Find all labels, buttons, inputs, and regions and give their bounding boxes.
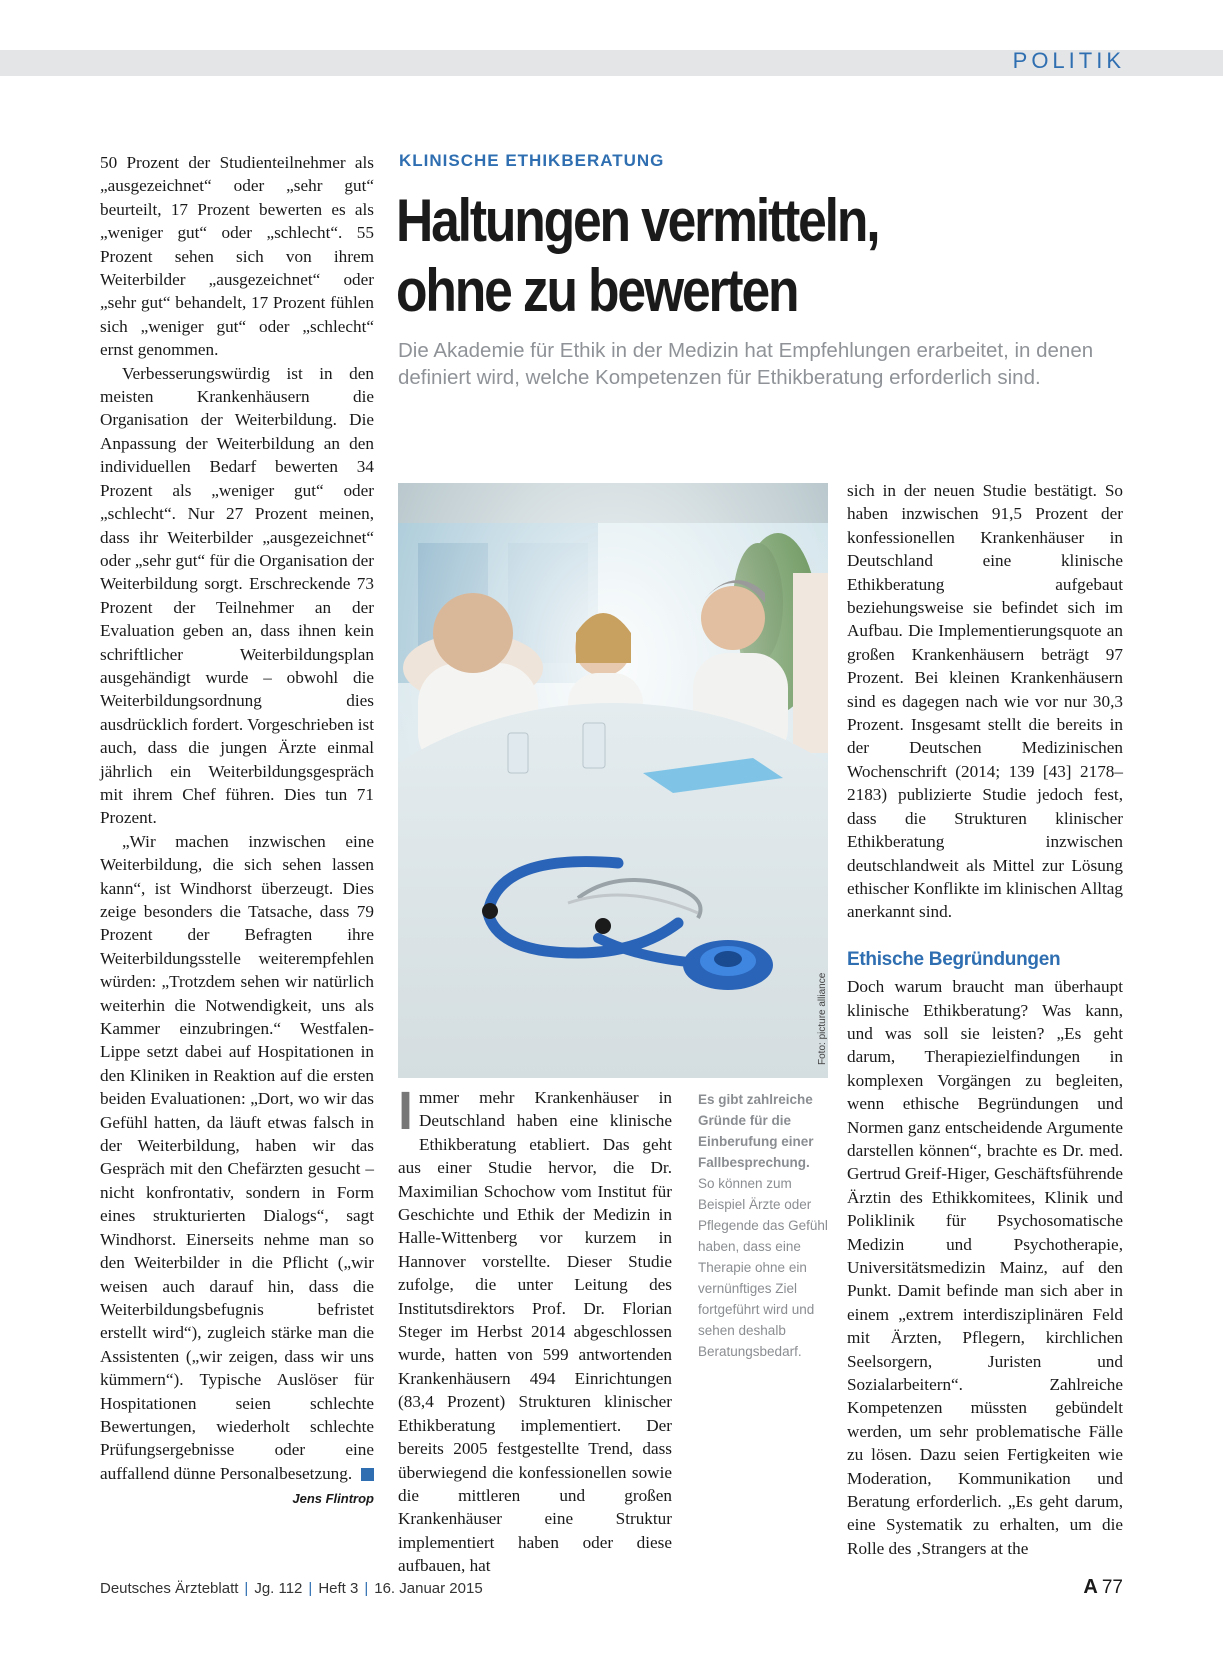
caption-text: So können zum Beispiel Ärzte oder Pflegende das Gefühl haben, dass eine Therapie ohne ein vernünftiges Ziel fortgeführt wird und sehen deshalb Beratungsbedarf. — [698, 1176, 828, 1359]
article-paragraph: Doch warum braucht man überhaupt klinische Ethikberatung? Was kann, und was soll sie leisten? „Es geht darum, Therapiezielfindungen in komplexen Vorgängen zu begleiten, wenn ethische Begründungen und Normen ganz entscheidende Argumente darstellen können“, brachte es Dr. med. Gertrud Greif-Higer, Geschäftsführende Ärztin des Ethikkomitees, Klinik und Poliklinik für Psychosomatische Medizin und Psychotherapie, Universitätsmedizin Mainz, auf den Punkt. Damit befinde man sich aber in einem „extrem interdisziplinären Feld mit Ärzten, Pflegern, kirchlichen Seelsorgern, Juristen und Sozialarbeitern“. Zahlreiche Kompetenzen müssten gebündelt werden, um sehr problematische Fälle zu lösen. Dazu seien Fertigkeiten wie Moderation, Kommunikation und Beratung erforderlich. „Es geht darum, eine Systematik zu erhalten, um die Rolle des ‚Strangers at the — [847, 977, 1123, 1558]
page-number — [1083, 1576, 1123, 1599]
article-kicker: KLINISCHE ETHIKBERATUNG — [399, 151, 665, 170]
previous-article-paragraph: 50 Prozent der Studienteilnehmer als „ausgezeichnet“ oder „sehr gut“ beurteilt, 17 Prozent bewerten es als „weniger gut“ oder „schlecht“. 55 Prozent sehen sich von ihrem Weiterbilder „ausgezeichnet“ oder „sehr gut“ behandelt, 17 Prozent fühlen sich „weniger gut“ oder „schlecht“ ernst genommen. — [100, 153, 374, 360]
journal-name: Deutsches Ärzteblatt — [100, 1580, 239, 1597]
photo-credit: Foto: picture alliance — [817, 972, 828, 1065]
previous-article-paragraph: Verbesserungswürdig ist in den meisten Krankenhäusern die Organisation der Weiterbildung. Die Anpassung der Weiterbildung an den individuellen Bedarf bewerten 34 Prozent als „weniger gut“ oder „schlecht“. Nur 27 Prozent meinen, dass ihr Weiterbilder „ausgezeichnet“ oder „sehr gut“ für die Organisation der Weiterbildung sorgt. Erschreckende 73 Prozent der Teilnehmer an der Evaluation geben an, dass ihnen kein schriftlicher Weiterbildungsplan ausgehändigt wurde – obwohl die Weiterbildungsordnung dies ausdrücklich fordert. Vorgeschrieben ist auch, dass die jungen Ärzte einmal jährlich ein Weiterbildungsgespräch mit ihrem Chef führen. Dies tun 71 Prozent. — [100, 363, 374, 828]
article-column-1 — [398, 1081, 672, 1578]
article-intro-paragraph — [398, 1081, 672, 1578]
article-body-text: mmer mehr Krankenhäuser in Deutschland haben eine klinische Ethikberatung etabliert. Das geht aus einer Studie hervor, die Dr. Maximilian Schochow vom Institut für Geschichte und Ethik der Medizin in Halle-Wittenberg vor kurzem in Hannover vorstellte. Dieser Studie zufolge, die unter Leitung des Institutsdirektors Prof. Dr. Florian Steger im Herbst 2014 abgeschlossen wurde, hatten von 599 antwortenden Krankenhäusern 494 Einrichtungen (83,4 Prozent) Strukturen klinischer Ethikberatung implementiert. Der bereits 2005 festgestellte Trend, dass überwiegend die konfessionellen sowie die mittleren und großen Krankenhäuser eine Struktur implementiert haben oder diese aufbauen, hat — [398, 1088, 672, 1576]
footer-separator: | — [244, 1580, 249, 1597]
page-prefix: A — [1083, 1576, 1098, 1598]
headline-line-1: Haltungen vermitteln, — [396, 187, 879, 254]
footer-separator: | — [308, 1580, 313, 1597]
page-footer — [100, 1580, 483, 1597]
footer-separator: | — [364, 1580, 369, 1597]
caption-heading: Es gibt zahlreiche Gründe für die Einberufung einer Fallbesprechung. — [698, 1092, 814, 1170]
article-headline — [396, 186, 1050, 326]
article-photo — [398, 483, 828, 1078]
section-label: POLITIK — [1012, 48, 1125, 73]
journal-volume: Jg. 112 — [254, 1580, 303, 1597]
author-name: Jens Flintrop — [292, 1491, 374, 1507]
page-number-value: 77 — [1101, 1577, 1123, 1598]
article-paragraph: sich in der neuen Studie bestätigt. So haben inzwischen 91,5 Prozent der konfessionellen Krankenhäuser in Deutschland eine klinische Ethikberatung aufgebaut beziehungsweise sie befindet sich im Aufbau. Die Implementierungsquote an großen Krankenhäusern beträgt 97 Prozent. Bei kleinen Krankenhäusern sind es dagegen nach wie vor nur 30,3 Prozent. Insgesamt stellt die bereits in der Deutschen Medizinischen Wochenschrift (2014; 139 [43] 2178–2183) publizierte Studie jedoch fest, dass die Strukturen klinischer Ethikberatung inzwischen deutschlandweit als Mittel zur Lösung ethischer Konflikte im klinischen Alltag anerkannt sind. — [847, 481, 1123, 922]
photo-caption — [698, 1089, 828, 1362]
previous-article-paragraph — [100, 830, 374, 1485]
journal-issue: Heft 3 — [318, 1580, 359, 1597]
stethoscope-meeting-photo — [398, 483, 828, 1078]
issue-date: 16. Januar 2015 — [374, 1580, 483, 1597]
article-lead: Die Akademie für Ethik in der Medizin hat Empfehlungen erarbeitet, in denen definiert wird, welche Kompetenzen für Ethikberatung erforderlich sind. — [398, 339, 1094, 389]
article-subheading: Ethische Begründungen — [847, 948, 1061, 970]
end-mark-icon — [361, 1468, 374, 1481]
previous-article-column — [100, 151, 374, 1511]
article-column-2 — [847, 479, 1123, 1560]
headline-line-2: ohne zu bewerten — [396, 257, 798, 324]
previous-article-text: „Wir machen inzwischen eine Weiterbildung, die sich sehen lassen kann“, ist Windhorst überzeugt. Dies zeige besonders die Tatsache, dass 79 Prozent der Befragten ihre Weiterbildungsstelle weiterempfehlen würden: „Trotzdem sehen wir natürlich weiterhin die Notwendigkeit, uns als Kammer einzubringen.“ Westfalen-Lippe setzt dabei auf Hospitationen in den Kliniken in Reaktion auf die ersten beiden Evaluationen: „Dort, wo wir das Gefühl hatten, da läuft etwas falsch in der Weiterbildung, haben wir das Gespräch mit den Chefärzten gesucht – nicht konfrontativ, sondern in Form eines strukturierten Dialogs“, sagt Windhorst. Einerseits nehme man so den Weiterbilder in die Pflicht („wir weisen auch darauf hin, dass die Weiterbildungsbefugnis befristet erstellt wird“), zugleich stärke man die Assistenten („wir zeigen, dass wir uns kümmern“). Typische Auslöser für Hospitationen seien schlechte Bewertungen, wiederholt schlechte Prüfungsergebnisse oder eine auffallend dünne Personalbesetzung. — [100, 831, 374, 1483]
drop-cap: I — [398, 1081, 414, 1141]
